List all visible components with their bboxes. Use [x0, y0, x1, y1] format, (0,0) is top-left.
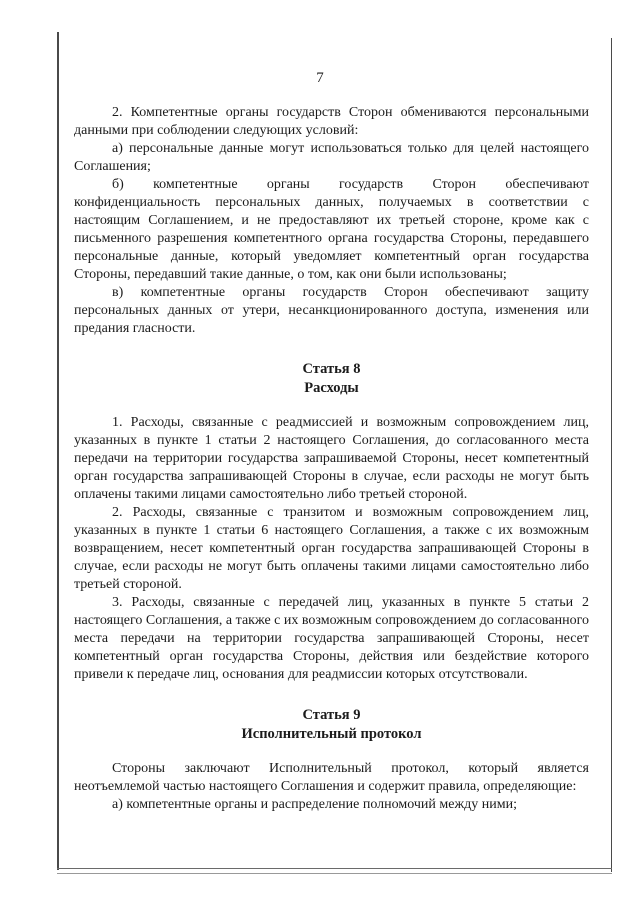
subpoint-a: а) персональные данные могут использоваться только для целей настоящего Соглашения;: [74, 141, 589, 174]
paragraph-2: 2. Компетентные органы государств Сторон обмениваются персональными данными при соблюдении следующих условий:: [74, 105, 589, 138]
article-9-subpoint-a: а) компетентные органы и распределение полномочий между ними;: [112, 797, 517, 812]
subpoint-v: в) компетентные органы государств Сторон обеспечивают защиту персональных данных от утери, несанкционированного доступа, изменения или предания гласности.: [74, 285, 589, 336]
subpoint-b: б) компетентные органы государств Сторон обеспечивают конфиденциальность персональных данных, получаемых в соответствии с настоящим Соглашением, и не предоставляют их третьей стороне, кроме как с письменного разрешения компетентного органа государства Стороны, передавшего персональные данные, который уведомляет компетентный орган государства Стороны, передавший такие данные, о том, как они были использованы;: [74, 177, 589, 282]
page-left-edge: [57, 32, 59, 870]
article-8-paragraph-3: 3. Расходы, связанные с передачей лиц, указанных в пункте 5 статьи 2 настоящего Соглашения, а также с их возможным сопровождением до согласованного места передачи на территории государства запрашивающей Стороны, несет компетентный орган государства Стороны, действия или бездействие которого привели к передаче лиц, основания для реадмиссии которых отсутствовали.: [74, 595, 589, 682]
article-9-number: Статья 9: [302, 707, 361, 723]
article-8-paragraph-1: 1. Расходы, связанные с реадмиссией и возможным сопровождением лиц, указанных в пункте 1 статьи 2 настоящего Соглашения, до согласованного места передачи на территории государства запрашиваемой Стороны, несет компетентный орган государства запрашивающей Стороны в случае, если расходы не могут быть оплачены такими лицами самостоятельно либо третьей стороной.: [74, 415, 589, 502]
article-9-paragraph: Стороны заключают Исполнительный протокол, который является неотъемлемой частью настоящего Соглашения и содержит правила, определяющие:: [74, 761, 589, 794]
article-8-paragraph-2: 2. Расходы, связанные с транзитом и возможным сопровождением лиц, указанных в пункте 1 статьи 6 настоящего Соглашения, а также с их возможным возвращением, несет компетентный орган государства запрашивающей Стороны в случае, если расходы не могут быть оплачены такими лицами самостоятельно либо третьей стороной.: [74, 505, 589, 592]
page-right-edge: [611, 38, 612, 872]
page-number: 7: [316, 70, 324, 86]
page-bottom-edge: [57, 868, 612, 869]
document-body: [74, 104, 589, 814]
article-8-number: Статья 8: [302, 361, 361, 377]
article-9-title: Исполнительный протокол: [241, 726, 422, 742]
article-8-title: Расходы: [304, 380, 359, 396]
page-bottom-edge-shadow: [57, 873, 612, 874]
